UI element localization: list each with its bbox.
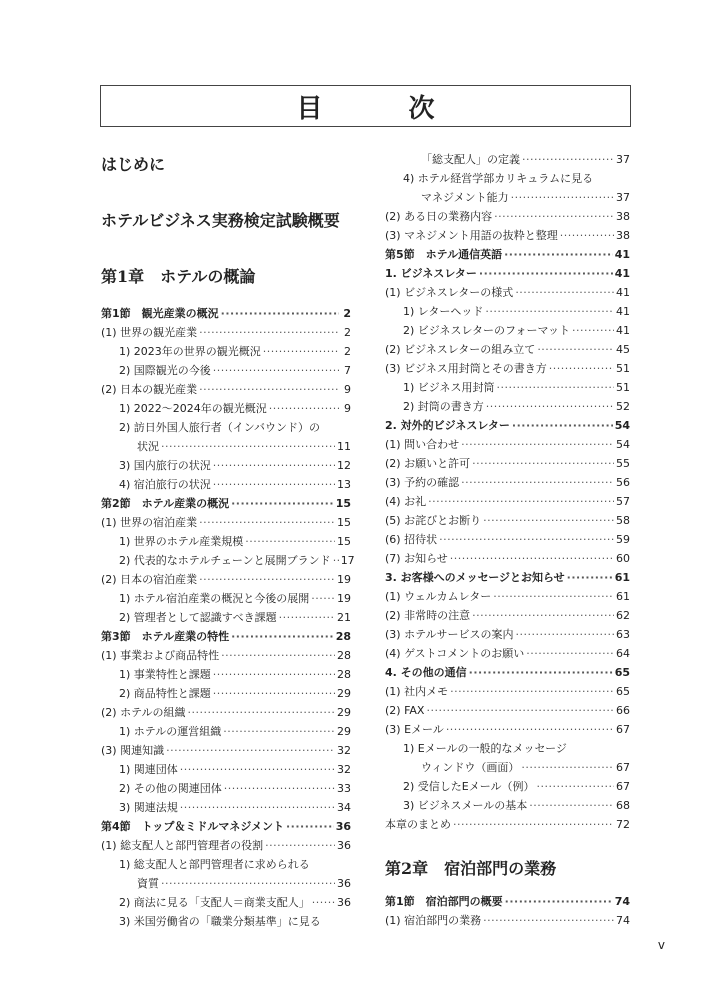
toc-leader-dots (483, 511, 614, 530)
toc-entry-label: 本章のまとめ (385, 818, 451, 831)
toc-entry-label: (4) ゲストコメントのお願い (385, 647, 525, 660)
toc-entry[interactable] (101, 418, 351, 437)
toc-entry-label: (1) 事業および商品特性 (101, 649, 220, 662)
toc-entry-label: 1) 2023年の世界の観光概況 (119, 345, 261, 358)
toc-leader-dots (265, 836, 335, 855)
toc-entry[interactable] (385, 606, 630, 625)
toc-entry-label: 1) 関連団体 (119, 763, 178, 776)
toc-entry-label: 1) 2022～2024年の観光概況 (119, 402, 267, 415)
toc-entry[interactable] (101, 513, 351, 532)
toc-entry-label: 第5節 ホテル通信英語 (385, 248, 503, 261)
toc-entry[interactable] (101, 874, 351, 893)
toc-leader-dots (567, 568, 613, 587)
toc-entry[interactable] (385, 796, 630, 815)
toc-entry-label: 4) 宿泊旅行の状況 (119, 478, 211, 491)
toc-leader-dots (446, 720, 614, 739)
toc-entry-page: 21 (337, 611, 351, 624)
toc-entry-label: 2) 商法に見る「支配人＝商業支配人」 (119, 896, 310, 909)
toc-entry-page: 28 (337, 649, 351, 662)
toc-intro[interactable]: はじめに (101, 155, 166, 174)
toc-entry[interactable] (101, 646, 351, 665)
toc-entry[interactable] (385, 777, 630, 796)
toc-right-entries (385, 150, 630, 834)
toc-leader-dots (516, 625, 614, 644)
toc-entry-label: 2) 国際観光の今後 (119, 364, 211, 377)
toc-entry-page: 15 (337, 516, 351, 529)
toc-entry[interactable] (385, 150, 630, 169)
toc-entry[interactable] (101, 836, 351, 855)
toc-leader-dots (223, 722, 335, 741)
toc-leader-dots (472, 606, 614, 625)
toc-entry[interactable] (385, 340, 630, 359)
toc-leader-dots (560, 226, 614, 245)
toc-leader-dots (505, 892, 613, 911)
toc-entry[interactable] (101, 817, 351, 836)
toc-entry[interactable] (101, 437, 351, 456)
toc-right-column (385, 150, 630, 930)
toc-leader-dots (549, 359, 614, 378)
toc-left-column (101, 150, 355, 931)
toc-entry-label: 状況 (137, 440, 159, 453)
toc-entry-label: 1) レターヘッド (403, 305, 484, 318)
toc-entry[interactable] (101, 551, 355, 570)
toc-entry-label: 「総支配人」の定義 (421, 153, 520, 166)
toc-entry-label: (1) 社内メモ (385, 685, 449, 698)
toc-chapter-2[interactable]: 第2章 宿泊部門の業務 (385, 859, 557, 878)
toc-entry-page: 32 (337, 744, 351, 757)
toc-leader-dots (529, 796, 614, 815)
toc-entry[interactable] (385, 625, 630, 644)
toc-leader-dots (439, 530, 614, 549)
toc-entry[interactable] (385, 739, 630, 758)
toc-entry-label: 2) その他の関連団体 (119, 782, 222, 795)
toc-entry-page: 37 (616, 191, 630, 204)
toc-entry-page: 67 (616, 761, 630, 774)
toc-entry[interactable] (385, 758, 630, 777)
toc-leader-dots (221, 646, 335, 665)
toc-entry[interactable] (385, 473, 630, 492)
toc-entry-label: 第4節 トップ＆ミドルマネジメント (101, 820, 284, 833)
toc-entry-page: 67 (616, 723, 630, 736)
toc-leader-dots (572, 321, 614, 340)
toc-right-entries-2 (385, 892, 630, 930)
toc-entry-label: (2) 日本の観光産業 (101, 383, 198, 396)
toc-entry-page: 32 (337, 763, 351, 776)
toc-entry-label: (2) 日本の宿泊産業 (101, 573, 198, 586)
toc-entry[interactable] (385, 226, 630, 245)
toc-leader-dots (522, 150, 614, 169)
toc-entry-label: マネジメント能力 (421, 191, 509, 204)
toc-entry-page: 19 (337, 592, 351, 605)
toc-entry[interactable] (101, 912, 351, 931)
toc-entry[interactable] (385, 169, 630, 188)
toc-entry-label: (7) お知らせ (385, 552, 448, 565)
toc-entry-page: 29 (337, 706, 351, 719)
page-title: 目 次 (100, 85, 631, 127)
toc-entry[interactable] (101, 494, 351, 513)
toc-entry-page: 60 (616, 552, 630, 565)
toc-entry-page: 61 (614, 571, 630, 584)
toc-entry-label: (3) マネジメント用語の抜粋と整理 (385, 229, 558, 242)
toc-entry-label: 2) 訪日外国人旅行者（インバウンド）の (119, 421, 321, 434)
toc-entry[interactable] (101, 456, 351, 475)
toc-entry-label: 1) 事業特性と課題 (119, 668, 211, 681)
toc-leader-dots (537, 340, 614, 359)
toc-entry-label: 4. その他の通信 (385, 666, 467, 679)
toc-entry-page: 36 (337, 839, 351, 852)
toc-entry-page: 51 (616, 381, 630, 394)
toc-leader-dots (166, 741, 335, 760)
toc-entry-page: 17 (340, 554, 355, 567)
toc-entry-label: 1) 世界のホテル産業規模 (119, 535, 244, 548)
toc-entry-page: 37 (616, 153, 630, 166)
toc-entry-page: 59 (616, 533, 630, 546)
toc-entry-page: 9 (344, 402, 351, 415)
toc-entry-label: 3) 関連法規 (119, 801, 178, 814)
toc-entry-label: 2) 封筒の書き方 (403, 400, 484, 413)
toc-entry-page: 36 (337, 877, 351, 890)
toc-leader-dots (333, 551, 339, 570)
toc-leader-dots (286, 817, 334, 836)
toc-entry-label: (2) 非常時の注意 (385, 609, 471, 622)
toc-entry-label: (1) ビジネスレターの様式 (385, 286, 514, 299)
toc-entry[interactable] (385, 321, 630, 340)
toc-entry-page: 55 (616, 457, 630, 470)
toc-entry-label: (1) 総支配人と部門管理者の役割 (101, 839, 264, 852)
toc-leader-dots (213, 665, 335, 684)
toc-entry-page: 19 (337, 573, 351, 586)
toc-leader-dots (213, 361, 339, 380)
toc-entry-page: 52 (616, 400, 630, 413)
toc-entry-page: 28 (335, 630, 351, 643)
toc-leader-dots (213, 475, 335, 494)
toc-entry[interactable] (385, 416, 630, 435)
toc-entry-label: (1) ウェルカムレター (385, 590, 492, 603)
toc-entry[interactable] (385, 530, 630, 549)
toc-entry[interactable] (101, 703, 351, 722)
toc-entry-page: 72 (616, 818, 630, 831)
toc-entry-page: 28 (337, 668, 351, 681)
toc-entry-label: 1) Eメールの一般的なメッセージ (403, 742, 567, 755)
toc-entry-label: 第1節 観光産業の概況 (101, 307, 219, 320)
toc-leader-dots (493, 587, 614, 606)
toc-entry[interactable] (385, 302, 630, 321)
toc-entry[interactable] (385, 911, 630, 930)
toc-entry[interactable] (385, 245, 630, 264)
toc-entry-label: 2) 代表的なホテルチェーンと展開ブランド (119, 554, 331, 567)
toc-entry-label: (3) 予約の確認 (385, 476, 460, 489)
toc-entry[interactable] (101, 893, 351, 912)
toc-entry-label: (1) 宿泊部門の業務 (385, 914, 482, 927)
toc-leader-dots (221, 304, 339, 323)
toc-entry-label: (3) ホテルサービスの案内 (385, 628, 514, 641)
toc-entry-label: 2) ビジネスレターのフォーマット (403, 324, 571, 337)
toc-leader-dots (453, 815, 614, 834)
toc-entry[interactable] (385, 454, 630, 473)
toc-leader-dots (263, 342, 339, 361)
toc-entry[interactable] (385, 682, 630, 701)
toc-entry[interactable] (385, 892, 630, 911)
toc-leader-dots (472, 454, 614, 473)
toc-entry-page: 65 (614, 666, 630, 679)
toc-left-entries (101, 304, 355, 931)
toc-leader-dots (199, 570, 335, 589)
toc-exam-overview[interactable]: ホテルビジネス実務検定試験概要 (101, 211, 340, 230)
toc-leader-dots (199, 323, 339, 342)
toc-entry-label: 第3節 ホテル産業の特性 (101, 630, 230, 643)
toc-leader-dots (224, 779, 335, 798)
toc-leader-dots (311, 589, 335, 608)
toc-entry-page: 34 (337, 801, 351, 814)
toc-entry-label: 第2節 ホテル産業の概況 (101, 497, 230, 510)
toc-leader-dots (188, 703, 335, 722)
toc-leader-dots (486, 397, 614, 416)
toc-entry-page: 41 (614, 267, 630, 280)
toc-leader-dots (515, 283, 614, 302)
toc-entry-page: 64 (616, 647, 630, 660)
toc-entry[interactable] (101, 589, 351, 608)
toc-entry-page: 41 (614, 248, 630, 261)
toc-entry-page: 11 (337, 440, 351, 453)
toc-entry-page: 13 (337, 478, 351, 491)
toc-entry-page: 56 (616, 476, 630, 489)
toc-entry-page: 51 (616, 362, 630, 375)
toc-entry-label: 1) 総支配人と部門管理者に求められる (119, 858, 310, 871)
toc-entry[interactable] (385, 663, 630, 682)
toc-entry-label: 1) ビジネス用封筒 (403, 381, 495, 394)
toc-entry-page: 7 (344, 364, 351, 377)
toc-entry-page: 66 (616, 704, 630, 717)
toc-chapter-1[interactable]: 第1章 ホテルの概論 (101, 267, 256, 286)
toc-entry[interactable] (101, 665, 351, 684)
toc-entry-page: 67 (616, 780, 630, 793)
toc-entry-label: (2) ホテルの組織 (101, 706, 186, 719)
toc-entry-page: 12 (337, 459, 351, 472)
toc-entry-page: 74 (616, 914, 630, 927)
toc-entry[interactable] (385, 397, 630, 416)
toc-entry[interactable] (385, 511, 630, 530)
toc-leader-dots (213, 684, 335, 703)
toc-entry[interactable] (101, 798, 351, 817)
toc-entry-label: (5) お詫びとお断り (385, 514, 482, 527)
toc-entry-label: (3) Eメール (385, 723, 444, 736)
toc-entry[interactable] (385, 435, 630, 454)
toc-leader-dots (199, 380, 339, 399)
toc-leader-dots (428, 492, 614, 511)
toc-leader-dots (469, 663, 613, 682)
toc-leader-dots (245, 532, 335, 551)
toc-entry-page: 68 (616, 799, 630, 812)
toc-entry[interactable] (101, 361, 351, 380)
toc-entry-page: 36 (337, 896, 351, 909)
toc-entry-page: 38 (616, 229, 630, 242)
toc-entry[interactable] (101, 627, 351, 646)
toc-entry[interactable] (101, 570, 351, 589)
toc-entry-page: 45 (616, 343, 630, 356)
toc-entry[interactable] (101, 608, 351, 627)
toc-entry-label: (2) ある日の業務内容 (385, 210, 493, 223)
toc-entry-page: 41 (616, 305, 630, 318)
toc-entry[interactable] (101, 684, 351, 703)
toc-entry-label: (3) 関連知識 (101, 744, 165, 757)
toc-entry-page: 54 (614, 419, 630, 432)
toc-entry-page: 2 (344, 345, 351, 358)
toc-leader-dots (494, 207, 614, 226)
toc-leader-dots (161, 437, 335, 456)
toc-leader-dots (504, 245, 613, 264)
toc-leader-dots (199, 513, 335, 532)
toc-leader-dots (161, 874, 335, 893)
toc-entry[interactable] (101, 722, 351, 741)
toc-entry-page: 62 (616, 609, 630, 622)
toc-entry-label: 3. お客様へのメッセージとお知らせ (385, 571, 565, 584)
toc-entry-page: 41 (616, 324, 630, 337)
toc-leader-dots (479, 264, 613, 283)
toc-entry[interactable] (101, 399, 351, 418)
toc-entry-page: 2 (343, 307, 351, 320)
toc-entry[interactable] (101, 532, 351, 551)
toc-entry-label: (3) ビジネス用封筒とその書き方 (385, 362, 547, 375)
toc-entry-label: (2) FAX (385, 704, 425, 717)
toc-leader-dots (496, 378, 614, 397)
toc-leader-dots (512, 416, 613, 435)
toc-entry-page: 54 (616, 438, 630, 451)
toc-entry-page: 29 (337, 725, 351, 738)
toc-entry[interactable] (101, 741, 351, 760)
toc-leader-dots (269, 399, 339, 418)
toc-entry[interactable] (101, 475, 351, 494)
toc-leader-dots (180, 798, 335, 817)
toc-entry-page: 65 (616, 685, 630, 698)
toc-entry-page: 41 (616, 286, 630, 299)
toc-leader-dots (461, 435, 614, 454)
toc-entry[interactable] (101, 304, 351, 323)
toc-entry-page: 38 (616, 210, 630, 223)
toc-entry[interactable] (385, 644, 630, 663)
toc-entry-label: 2) 商品特性と課題 (119, 687, 211, 700)
toc-entry[interactable] (385, 587, 630, 606)
toc-entry-page: 33 (337, 782, 351, 795)
toc-entry-label: (6) 招待状 (385, 533, 438, 546)
toc-entry[interactable] (385, 207, 630, 226)
toc-entry-label: 3) 国内旅行の状況 (119, 459, 211, 472)
toc-entry-page: 74 (614, 895, 630, 908)
toc-leader-dots (450, 549, 614, 568)
toc-entry[interactable] (101, 342, 351, 361)
toc-entry[interactable] (101, 760, 351, 779)
toc-leader-dots (279, 608, 335, 627)
toc-entry[interactable] (385, 188, 630, 207)
toc-entry[interactable] (385, 701, 630, 720)
toc-entry-label: 4) ホテル経営学部カリキュラムに見る (403, 172, 594, 185)
toc-entry[interactable] (385, 720, 630, 739)
toc-entry-label: 3) 米国労働省の「職業分類基準」に見る (119, 915, 321, 928)
toc-entry[interactable] (385, 283, 630, 302)
toc-entry-label: (1) 世界の観光産業 (101, 326, 198, 339)
toc-entry[interactable] (385, 568, 630, 587)
toc-entry-label: ウィンドウ（画面） (421, 761, 520, 774)
toc-entry-page: 58 (616, 514, 630, 527)
toc-entry-page: 2 (344, 326, 351, 339)
toc-entry-page: 9 (344, 383, 351, 396)
toc-entry[interactable] (385, 359, 630, 378)
toc-leader-dots (213, 456, 335, 475)
toc-leader-dots (537, 777, 614, 796)
toc-entry[interactable] (385, 378, 630, 397)
toc-entry-label: 第1節 宿泊部門の概要 (385, 895, 503, 908)
toc-entry-label: (4) お礼 (385, 495, 427, 508)
toc-entry-page: 15 (335, 497, 351, 510)
toc-entry-label: (2) ビジネスレターの組み立て (385, 343, 536, 356)
toc-entry[interactable] (385, 264, 630, 283)
toc-leader-dots (485, 302, 614, 321)
toc-entry-page: 15 (337, 535, 351, 548)
toc-entry[interactable] (101, 323, 351, 342)
toc-entry[interactable] (385, 549, 630, 568)
toc-leader-dots (461, 473, 614, 492)
toc-leader-dots (483, 911, 614, 930)
toc-entry[interactable] (101, 380, 351, 399)
toc-entry-label: (2) お願いと許可 (385, 457, 471, 470)
toc-entry[interactable] (385, 815, 630, 834)
toc-leader-dots (521, 758, 614, 777)
toc-entry-label: 2. 対外的ビジネスレター (385, 419, 510, 432)
toc-leader-dots (450, 682, 614, 701)
toc-entry-label: (1) 世界の宿泊産業 (101, 516, 198, 529)
toc-leader-dots (180, 760, 335, 779)
toc-entry-page: 36 (335, 820, 351, 833)
toc-entry-page: 29 (337, 687, 351, 700)
toc-entry-page: 61 (616, 590, 630, 603)
toc-entry[interactable] (385, 492, 630, 511)
toc-entry-label: (1) 問い合わせ (385, 438, 460, 451)
toc-entry[interactable] (101, 855, 351, 874)
toc-entry-page: 63 (616, 628, 630, 641)
toc-entry-label: 1. ビジネスレター (385, 267, 477, 280)
toc-entry-label: 2) 受信したEメール（例） (403, 780, 535, 793)
toc-leader-dots (426, 701, 614, 720)
toc-leader-dots (526, 644, 614, 663)
toc-leader-dots (231, 627, 334, 646)
toc-leader-dots (231, 494, 334, 513)
toc-leader-dots (312, 893, 335, 912)
toc-entry-label: 1) ホテルの運営組織 (119, 725, 222, 738)
toc-leader-dots (511, 188, 614, 207)
toc-entry-label: 3) ビジネスメールの基本 (403, 799, 528, 812)
toc-entry-label: 2) 管理者として認識すべき課題 (119, 611, 277, 624)
toc-entry-label: 1) ホテル宿泊産業の概況と今後の展開 (119, 592, 310, 605)
page-number: v (657, 938, 665, 952)
toc-entry-page: 57 (616, 495, 630, 508)
toc-entry[interactable] (101, 779, 351, 798)
toc-entry-label: 資質 (137, 877, 159, 890)
